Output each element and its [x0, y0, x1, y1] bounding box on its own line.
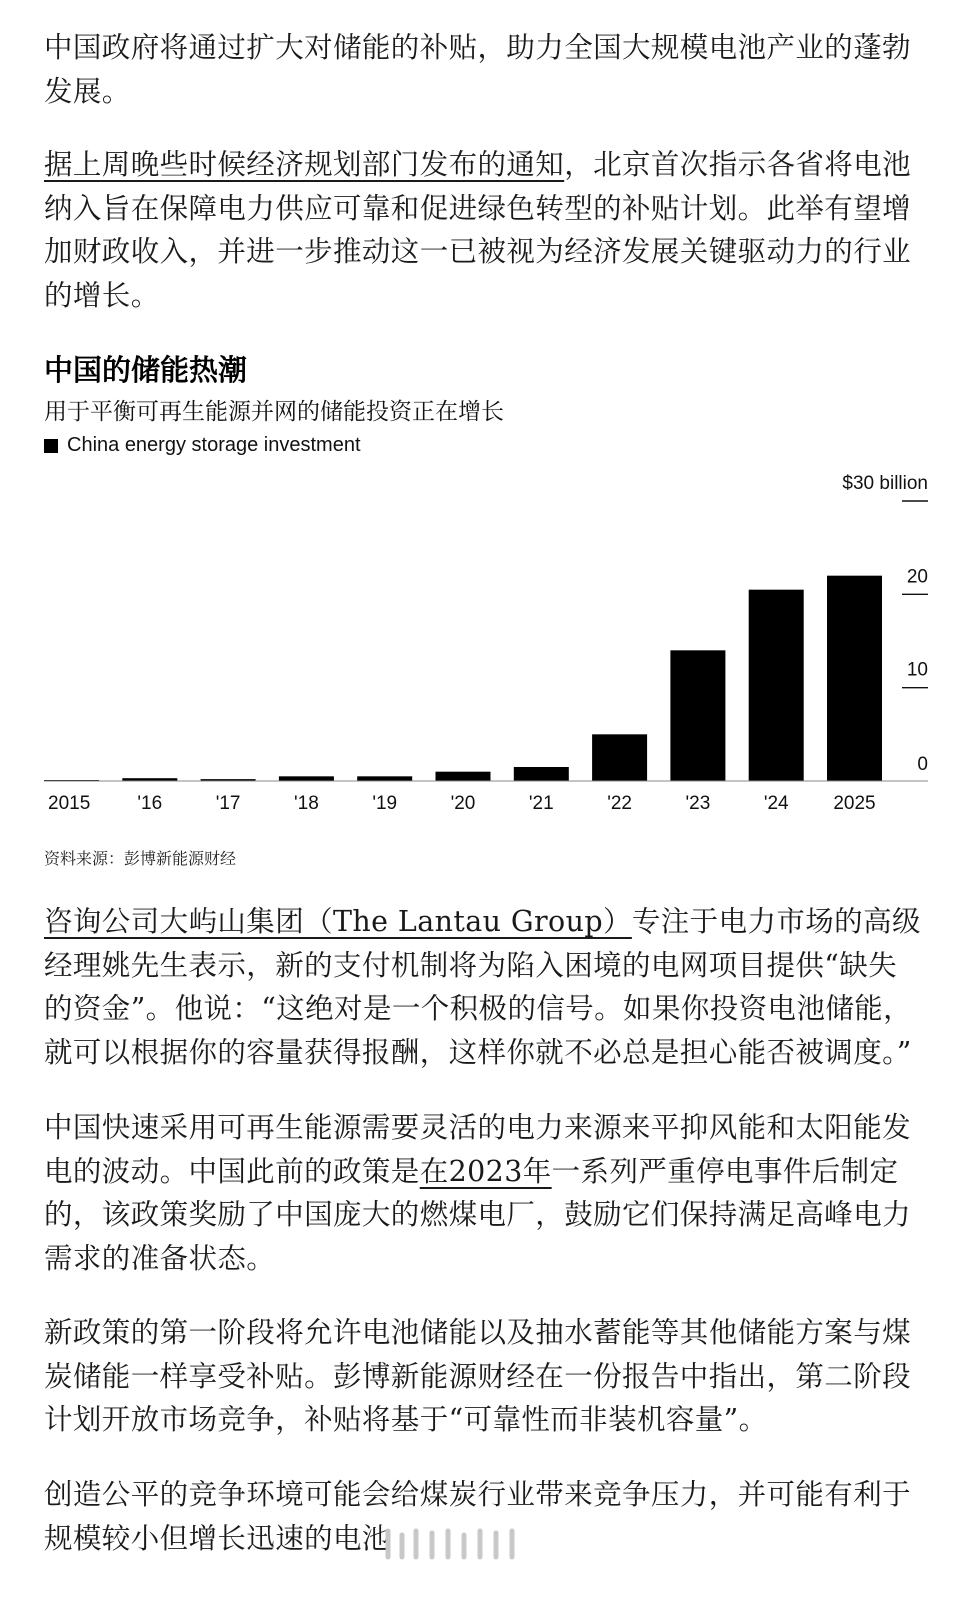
chart-subtitle: 用于平衡可再生能源并网的储能投资正在增长	[44, 399, 504, 425]
chart-source: 资料来源：彭博新能源财经	[44, 849, 237, 868]
bar-chart	[0, 460, 978, 830]
bar-5	[436, 772, 491, 781]
bar-4	[357, 776, 412, 781]
x-tick-label-0: 2015	[48, 793, 91, 814]
chart-legend	[44, 434, 361, 457]
legend-swatch	[44, 439, 58, 453]
x-tick-label-8: '23	[685, 793, 711, 814]
legend-label: China energy storage investment	[67, 434, 361, 456]
x-tick-label-5: '20	[450, 793, 476, 814]
y-tick-label-0: $30 billion	[842, 473, 928, 494]
paragraph-quote-text: 专注于电力市场的高级经理姚先生表示，新的支付机制将为陷入困境的电网项目提供“缺失的资金”。他说：“这绝对是一个积极的信号。如果你投资电池储能，就可以根据你的容量获得报酬，这样你就不必总是担心能否被调度。”	[44, 905, 921, 1069]
paragraph-quote	[44, 900, 924, 1074]
x-tick-label-2: '17	[215, 793, 241, 814]
bar-8	[670, 650, 725, 781]
paragraph-policy: 新政策的第一阶段将允许电池储能以及抽水蓄能等其他储能方案与煤炭储能一样享受补贴。彭博新能源财经在一份报告中指出，第二阶段计划开放市场竞争，补贴将基于“可靠性而非装机容量”。	[44, 1316, 912, 1436]
x-tick-label-4: '19	[372, 793, 398, 814]
paragraph-competition: 创造公平的竞争环境可能会给煤炭行业带来竞争压力，并可能有利于规模较小但增长迅速的电池	[44, 1478, 912, 1555]
paragraph-renewables-text: 一系列严重停电事件后制定的，该政策奖励了中国庞大的燃煤电厂，鼓励它们保持满足高峰电力需求的准备状态。	[44, 1154, 912, 1275]
y-tick-label-1: 20	[906, 566, 928, 588]
notice-link[interactable]: 据上周晚些时候经济规划部门发布的通知	[44, 148, 565, 181]
x-tick-label-7: '22	[607, 793, 632, 814]
x-tick-label-3: '18	[294, 793, 319, 814]
x-tick-label-6: '21	[528, 793, 554, 814]
bar-10	[827, 576, 882, 781]
lantau-group-link[interactable]: 咨询公司大屿山集团（The Lantau Group）	[44, 905, 632, 938]
y-tick-label-3: 0	[917, 754, 928, 775]
bar-3	[279, 776, 334, 781]
redaction-scribble	[380, 1527, 530, 1561]
x-tick-label-1: '16	[137, 793, 163, 814]
bar-9	[749, 590, 804, 781]
bar-6	[514, 767, 569, 781]
paragraph-intro: 中国政府将通过扩大对储能的补贴，助力全国大规模电池产业的蓬勃发展。	[44, 31, 912, 108]
x-tick-label-10: 2025	[833, 793, 876, 814]
y-tick-label-2: 10	[906, 659, 928, 681]
bar-7	[592, 734, 647, 781]
year-2023-link[interactable]: 在2023年	[419, 1154, 552, 1188]
paragraph-notice-text: ，北京首次指示各省将电池纳入旨在保障电力供应可靠和促进绿色转型的补贴计划。此举有望增加财政收入，并进一步推动这一已被视为经济发展关键驱动力的行业的增长。	[44, 148, 912, 312]
paragraph-renewables-pre: 中国快速采用可再生能源需要灵活的电力来源来平抑风能和太阳能发电的波动。中国此前的政策是	[44, 1111, 912, 1188]
paragraph-notice	[44, 143, 924, 317]
chart-title: 中国的储能热潮	[44, 353, 248, 387]
x-tick-label-9: '24	[763, 793, 789, 814]
paragraph-renewables	[44, 1106, 924, 1280]
